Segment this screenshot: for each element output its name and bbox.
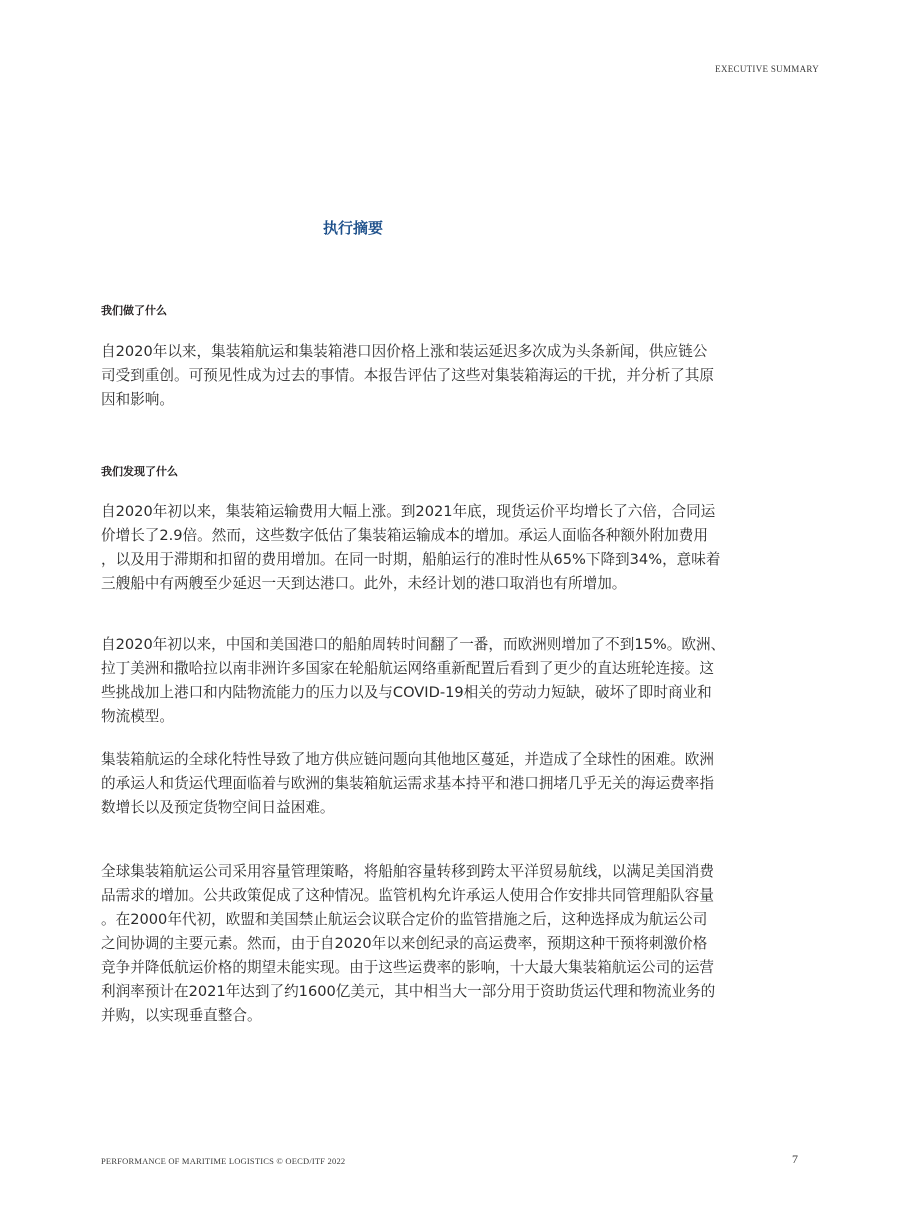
paragraph-line: 数增长以及预定货物空间日益困难。 — [101, 799, 335, 816]
running-header: EXECUTIVE SUMMARY — [715, 64, 819, 74]
paragraph-line: 因和影响。 — [101, 391, 174, 408]
section-heading-what-we-did: 我们做了什么 — [101, 304, 167, 317]
page-title: 执行摘要 — [323, 219, 384, 237]
paragraph-global-nature — [101, 748, 821, 820]
paragraph-line: 司受到重创。可预见性成为过去的事情。本报告评估了这些对集装箱海运的干扰，并分析了其原 — [101, 367, 714, 384]
paragraph-what-we-did — [101, 340, 821, 412]
paragraph-line: 竞争并降低航运价格的期望未能实现。由于这些运费率的影响，十大最大集装箱航运公司的运营 — [101, 959, 714, 976]
paragraph-line: 并购，以实现垂直整合。 — [101, 1007, 262, 1024]
paragraph-line: 价增长了2.9倍。然而，这些数字低估了集装箱运输成本的增加。承运人面临各种额外附加费用 — [101, 527, 708, 544]
paragraph-line: 集装箱航运的全球化特性导致了地方供应链问题向其他地区蔓延，并造成了全球性的困难。欧洲 — [101, 751, 714, 768]
paragraph-line: 些挑战加上港口和内陆物流能力的压力以及与COVID-19相关的劳动力短缺，破坏了即时商业和 — [101, 684, 712, 701]
paragraph-line: 品需求的增加。公共政策促成了这种情况。监管机构允许承运人使用合作安排共同管理船队容量 — [101, 887, 714, 904]
section-heading-what-we-found: 我们发现了什么 — [101, 465, 178, 478]
paragraph-port-turnaround — [101, 633, 821, 729]
paragraph-line: 全球集装箱航运公司采用容量管理策略，将船舶容量转移到跨太平洋贸易航线，以满足美国消费 — [101, 863, 714, 880]
page-number: 7 — [792, 1152, 798, 1166]
paragraph-line: ，以及用于滞期和扣留的费用增加。在同一时期，船舶运行的准时性从65%下降到34%，意味着 — [101, 551, 721, 568]
paragraph-line: 自2020年初以来，中国和美国港口的船舶周转时间翻了一番，而欧洲则增加了不到15%。欧洲、 — [101, 636, 726, 653]
paragraph-line: 拉丁美洲和撒哈拉以南非洲许多国家在轮船航运网络重新配置后看到了更少的直达班轮连接。这 — [101, 660, 714, 677]
paragraph-line: 。在2000年代初，欧盟和美国禁止航运会议联合定价的监管措施之后，这种选择成为航运公司 — [101, 911, 708, 928]
paragraph-line: 利润率预计在2021年达到了约1600亿美元，其中相当大一部分用于资助货运代理和物流业务的 — [101, 983, 716, 1000]
paragraph-line: 自2020年初以来，集装箱运输费用大幅上涨。到2021年底，现货运价平均增长了六倍，合同运 — [101, 503, 716, 520]
paragraph-line: 自2020年以来，集装箱航运和集装箱港口因价格上涨和装运延迟多次成为头条新闻，供应链公 — [101, 343, 708, 360]
paragraph-line: 三艘船中有两艘至少延迟一天到达港口。此外，未经计划的港口取消也有所增加。 — [101, 575, 627, 592]
paragraph-line: 物流模型。 — [101, 708, 174, 725]
paragraph-line: 的承运人和货运代理面临着与欧洲的集装箱航运需求基本持平和港口拥堵几乎无关的海运费率指 — [101, 775, 714, 792]
paragraph-capacity-management — [101, 860, 821, 1028]
paragraph-costs — [101, 500, 821, 596]
running-footer: PERFORMANCE OF MARITIME LOGISTICS © OECD/ITF 2022 — [101, 1156, 346, 1166]
paragraph-line: 之间协调的主要元素。然而，由于自2020年以来创纪录的高运费率，预期这种干预将刺激价格 — [101, 935, 708, 952]
